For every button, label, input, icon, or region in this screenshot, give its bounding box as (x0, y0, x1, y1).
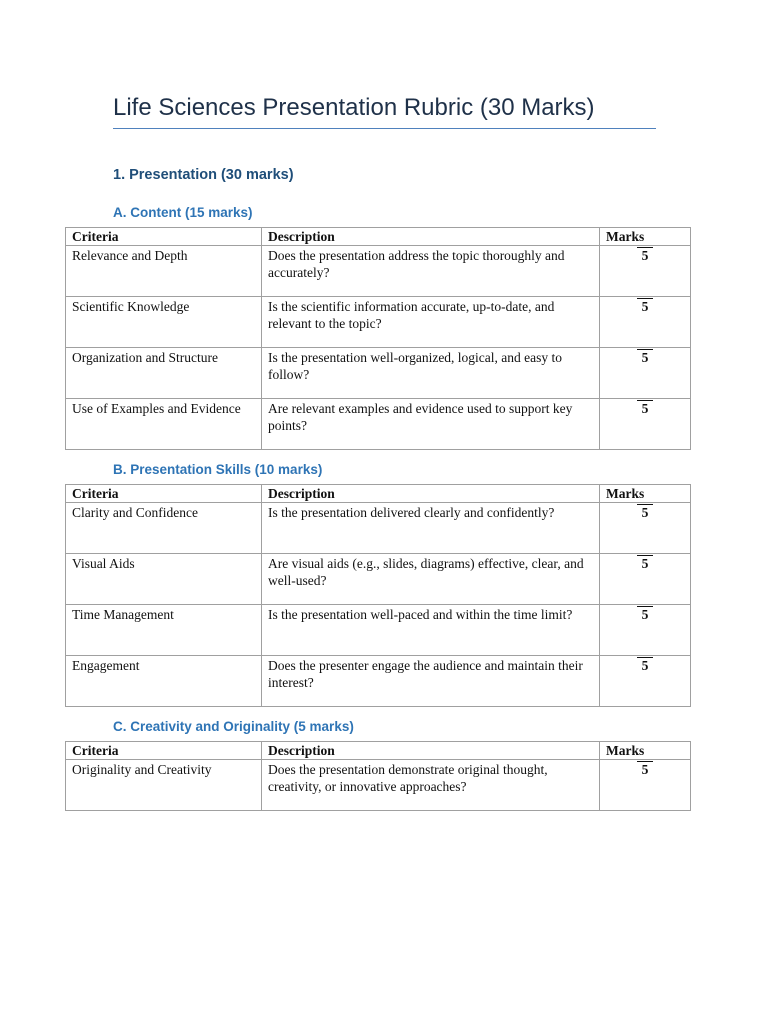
table-row (66, 605, 691, 656)
marks-header: Marks (600, 228, 691, 246)
marks-cell[interactable] (600, 554, 691, 605)
table-row (66, 760, 691, 811)
section-heading: 1. Presentation (30 marks) (113, 167, 294, 183)
description-cell: Is the presentation delivered clearly and confidently? (262, 503, 600, 554)
criteria-cell: Engagement (66, 656, 262, 707)
description-header: Description (262, 228, 600, 246)
table-row (66, 503, 691, 554)
marks-value: 5 (637, 761, 653, 777)
content-rubric-table (65, 227, 691, 450)
description-cell: Are visual aids (e.g., slides, diagrams) effective, clear, and well-used? (262, 554, 600, 605)
description-cell: Does the presenter engage the audience and maintain their interest? (262, 656, 600, 707)
marks-value: 5 (637, 555, 653, 571)
marks-cell[interactable] (600, 760, 691, 811)
marks-value: 5 (637, 400, 653, 416)
table-header-row (66, 742, 691, 760)
criteria-cell: Organization and Structure (66, 348, 262, 399)
marks-header: Marks (600, 742, 691, 760)
marks-value: 5 (637, 504, 653, 520)
group-heading-content: A. Content (15 marks) (113, 205, 253, 220)
presentation-skills-rubric-table (65, 484, 691, 707)
marks-cell[interactable] (600, 399, 691, 450)
marks-cell[interactable] (600, 656, 691, 707)
group-heading-creativity: C. Creativity and Originality (5 marks) (113, 719, 354, 734)
marks-value: 5 (637, 298, 653, 314)
criteria-cell: Relevance and Depth (66, 246, 262, 297)
criteria-header: Criteria (66, 485, 262, 503)
marks-cell[interactable] (600, 246, 691, 297)
marks-value: 5 (637, 349, 653, 365)
description-cell: Are relevant examples and evidence used to support key points? (262, 399, 600, 450)
table-header-row (66, 228, 691, 246)
table-row (66, 297, 691, 348)
table-row (66, 656, 691, 707)
table-header-row (66, 485, 691, 503)
description-cell: Is the scientific information accurate, up-to-date, and relevant to the topic? (262, 297, 600, 348)
criteria-cell: Time Management (66, 605, 262, 656)
description-cell: Does the presentation address the topic thoroughly and accurately? (262, 246, 600, 297)
criteria-header: Criteria (66, 228, 262, 246)
description-header: Description (262, 485, 600, 503)
marks-cell[interactable] (600, 348, 691, 399)
description-cell: Is the presentation well-paced and within the time limit? (262, 605, 600, 656)
marks-cell[interactable] (600, 297, 691, 348)
marks-value: 5 (637, 657, 653, 673)
marks-value: 5 (637, 606, 653, 622)
marks-header: Marks (600, 485, 691, 503)
description-cell: Is the presentation well-organized, logical, and easy to follow? (262, 348, 600, 399)
criteria-cell: Scientific Knowledge (66, 297, 262, 348)
criteria-header: Criteria (66, 742, 262, 760)
table-row (66, 246, 691, 297)
description-cell: Does the presentation demonstrate original thought, creativity, or innovative approaches? (262, 760, 600, 811)
description-header: Description (262, 742, 600, 760)
marks-cell[interactable] (600, 503, 691, 554)
table-row (66, 554, 691, 605)
marks-cell[interactable] (600, 605, 691, 656)
creativity-rubric-table (65, 741, 691, 811)
criteria-cell: Originality and Creativity (66, 760, 262, 811)
criteria-cell: Use of Examples and Evidence (66, 399, 262, 450)
marks-value: 5 (637, 247, 653, 263)
table-row (66, 399, 691, 450)
table-row (66, 348, 691, 399)
group-heading-presentation-skills: B. Presentation Skills (10 marks) (113, 462, 323, 477)
page-title: Life Sciences Presentation Rubric (30 Marks) (113, 94, 656, 129)
criteria-cell: Visual Aids (66, 554, 262, 605)
criteria-cell: Clarity and Confidence (66, 503, 262, 554)
